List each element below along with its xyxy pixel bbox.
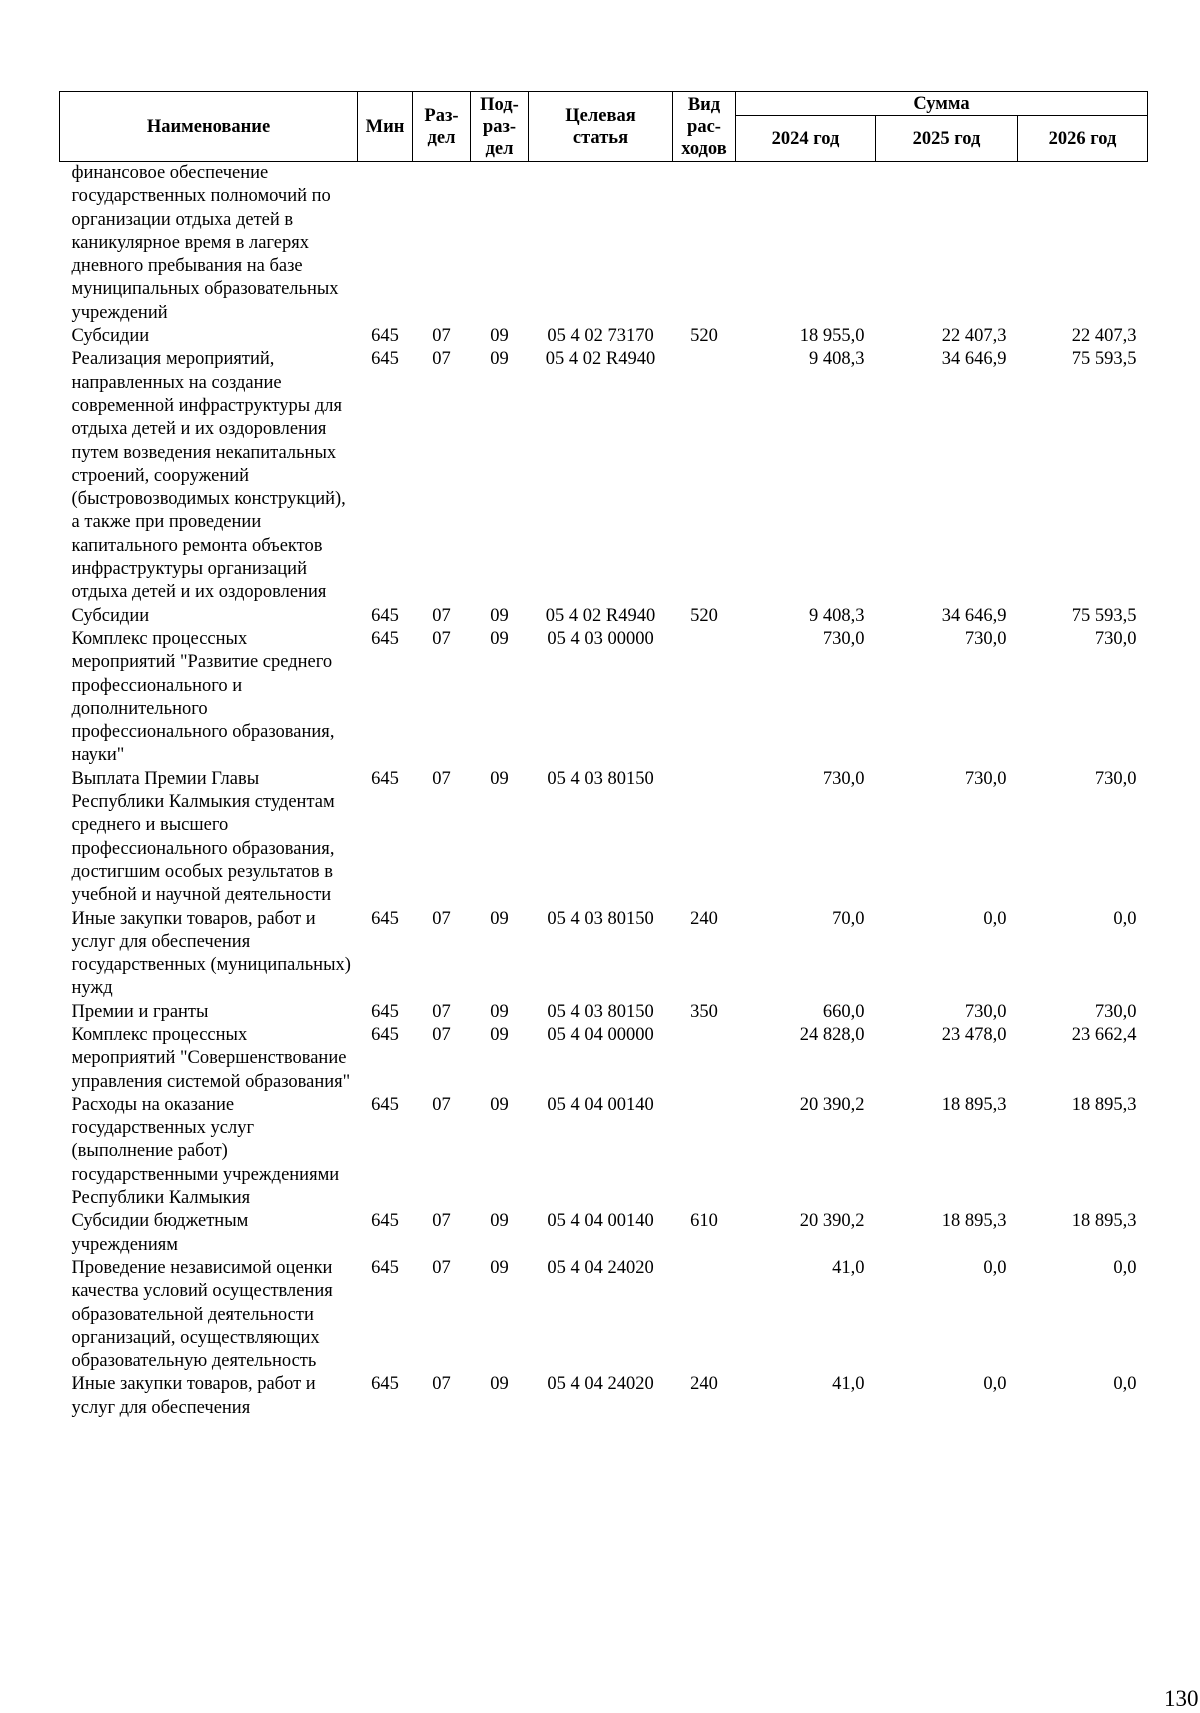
row-name: Реализация мероприятий, направленных на создание современной инфраструктуры для отдыха детей и их оздоровления путем возведения некапитальных строений, сооружений (быстровозводимых конструкций), а также при проведении капитального ремонта объектов инфраструктуры организаций отдыха детей и их оздоровления — [71, 349, 346, 603]
row-sum-2024: 41,0 — [832, 1374, 865, 1395]
row-min: 645 — [371, 1211, 399, 1232]
row-sum-2025: 730,0 — [964, 628, 1007, 649]
table-row — [60, 628, 1148, 768]
row-sum-2026: 75 593,5 — [1071, 349, 1137, 370]
row-min: 645 — [371, 349, 399, 370]
row-razdel: 07 — [432, 1024, 451, 1045]
page-number: 130 — [1164, 1686, 1199, 1711]
header-podrazdel: Под- раз- дел — [471, 92, 529, 162]
row-celevaya: 05 4 03 00000 — [547, 628, 654, 649]
row-razdel: 07 — [432, 1257, 451, 1278]
row-celevaya: 05 4 03 80150 — [547, 908, 654, 929]
row-razdel: 07 — [432, 1374, 451, 1395]
row-vid — [673, 348, 736, 604]
row-razdel: 07 — [432, 908, 451, 929]
row-sum-2024: 20 390,2 — [799, 1211, 865, 1232]
row-podrazdel: 09 — [490, 605, 509, 626]
row-sum-2026: 23 662,4 — [1071, 1024, 1137, 1045]
row-podrazdel: 09 — [490, 1257, 509, 1278]
row-celevaya: 05 4 04 24020 — [547, 1374, 654, 1395]
row-min: 645 — [371, 628, 399, 649]
row-min: 645 — [371, 1001, 399, 1022]
row-celevaya: 05 4 03 80150 — [547, 1001, 654, 1022]
table-row — [60, 348, 1148, 604]
row-sum-2024: 70,0 — [832, 908, 865, 929]
table-row — [60, 768, 1148, 908]
row-razdel: 07 — [432, 1094, 451, 1115]
row-podrazdel: 09 — [490, 1374, 509, 1395]
table-row — [60, 1001, 1148, 1024]
row-sum-2024: 730,0 — [822, 768, 865, 789]
row-vid — [673, 1024, 736, 1094]
row-celevaya: 05 4 04 24020 — [547, 1257, 654, 1278]
row-sum-2024: 20 390,2 — [799, 1094, 865, 1115]
table-row — [60, 1094, 1148, 1210]
row-min: 645 — [371, 768, 399, 789]
row-celevaya: 05 4 03 80150 — [547, 768, 654, 789]
row-razdel: 07 — [432, 605, 451, 626]
row-min: 645 — [371, 1374, 399, 1395]
table-row — [60, 605, 1148, 628]
row-podrazdel: 09 — [490, 1024, 509, 1045]
table-header — [60, 92, 1148, 162]
row-podrazdel: 09 — [490, 1211, 509, 1232]
header-min: Мин — [358, 92, 413, 162]
row-min: 645 — [371, 1024, 399, 1045]
row-sum-2026: 0,0 — [1113, 908, 1137, 929]
row-vid — [673, 628, 736, 768]
row-sum-2024: 730,0 — [822, 628, 865, 649]
row-sum-2026: 730,0 — [1094, 768, 1137, 789]
row-sum-2024: 660,0 — [822, 1001, 865, 1022]
row-name: Субсидии — [71, 326, 150, 347]
row-celevaya: 05 4 04 00140 — [547, 1094, 654, 1115]
row-sum-2026: 18 895,3 — [1071, 1211, 1137, 1232]
row-sum-2026: 22 407,3 — [1071, 326, 1137, 347]
row-vid — [673, 768, 736, 908]
row-sum-2025: 18 895,3 — [941, 1094, 1007, 1115]
table-row — [60, 1257, 1148, 1373]
document-page — [59, 91, 1199, 1711]
row-vid: 520 — [690, 326, 718, 347]
row-celevaya: 05 4 04 00000 — [547, 1024, 654, 1045]
row-sum-2025: 730,0 — [964, 768, 1007, 789]
row-vid: 350 — [690, 1001, 718, 1022]
row-sum-2025: 22 407,3 — [941, 326, 1007, 347]
row-celevaya: 05 4 02 73170 — [547, 326, 654, 347]
row-sum-2024: 9 408,3 — [809, 349, 865, 370]
table-row — [60, 908, 1148, 1001]
table-row — [60, 1024, 1148, 1094]
row-sum-2026: 75 593,5 — [1071, 605, 1137, 626]
row-celevaya: 05 4 02 R4940 — [545, 605, 656, 626]
row-sum-2025: 23 478,0 — [941, 1024, 1007, 1045]
header-year-2026: 2026 год — [1018, 116, 1148, 162]
row-min — [358, 162, 413, 326]
row-sum-2024: 24 828,0 — [799, 1024, 865, 1045]
row-sum-2024: 9 408,3 — [809, 605, 865, 626]
row-name: Иные закупки товаров, работ и услуг для обеспечения государственных (муниципальных) нужд — [71, 908, 351, 999]
row-name: Проведение независимой оценки качества условий осуществления образовательной деятельности организаций, осуществляющих образовательную деятельность — [71, 1257, 333, 1372]
row-vid — [673, 1094, 736, 1210]
header-vid: Вид рас- ходов — [673, 92, 736, 162]
row-celevaya: 05 4 02 R4940 — [545, 349, 656, 370]
header-summa: Сумма — [736, 92, 1148, 116]
row-min: 645 — [371, 908, 399, 929]
row-sum-2026 — [1018, 162, 1148, 326]
table-row — [60, 1373, 1148, 1420]
row-name: Субсидии — [71, 605, 150, 626]
row-sum-2025 — [876, 162, 1018, 326]
row-sum-2024 — [736, 162, 876, 326]
row-razdel: 07 — [432, 1211, 451, 1232]
row-sum-2026: 0,0 — [1113, 1257, 1137, 1278]
row-celevaya — [529, 162, 673, 326]
table-body — [60, 162, 1148, 1421]
budget-table — [59, 91, 1148, 1420]
row-vid — [673, 162, 736, 326]
table-row — [60, 162, 1148, 326]
row-podrazdel — [471, 162, 529, 326]
row-name: Премии и гранты — [71, 1001, 209, 1022]
row-name: Расходы на оказание государственных услуг (выполнение работ) государственными учреждениями Республики Калмыкия — [71, 1094, 340, 1209]
row-sum-2025: 34 646,9 — [941, 605, 1007, 626]
row-sum-2026: 730,0 — [1094, 1001, 1137, 1022]
row-razdel: 07 — [432, 1001, 451, 1022]
row-name: финансовое обеспечение государственных полномочий по организации отдыха детей в каникулярное время в лагерях дневного пребывания на базе муниципальных образовательных учреждений — [71, 163, 339, 323]
row-vid: 520 — [690, 605, 718, 626]
row-razdel: 07 — [432, 349, 451, 370]
row-vid: 240 — [690, 1374, 718, 1395]
row-sum-2025: 0,0 — [983, 1374, 1007, 1395]
header-year-2024: 2024 год — [736, 116, 876, 162]
row-sum-2024: 18 955,0 — [799, 326, 865, 347]
row-vid: 610 — [690, 1211, 718, 1232]
row-podrazdel: 09 — [490, 1001, 509, 1022]
row-min: 645 — [371, 1094, 399, 1115]
table-row — [60, 1210, 1148, 1257]
row-podrazdel: 09 — [490, 326, 509, 347]
row-podrazdel: 09 — [490, 908, 509, 929]
row-sum-2025: 0,0 — [983, 908, 1007, 929]
row-name: Выплата Премии Главы Республики Калмыкия студентам среднего и высшего профессионального образования, достигшим особых результатов в учебной и научной деятельности — [71, 768, 335, 906]
row-podrazdel: 09 — [490, 628, 509, 649]
row-razdel: 07 — [432, 768, 451, 789]
header-celevaya: Целевая статья — [529, 92, 673, 162]
row-name: Иные закупки товаров, работ и услуг для обеспечения — [71, 1374, 316, 1418]
row-podrazdel: 09 — [490, 1094, 509, 1115]
header-year-2025: 2025 год — [876, 116, 1018, 162]
row-min: 645 — [371, 605, 399, 626]
row-sum-2026: 730,0 — [1094, 628, 1137, 649]
row-razdel: 07 — [432, 326, 451, 347]
row-name: Комплекс процессных мероприятий "Развитие среднего профессионального и дополнительного профессионального образования, науки" — [71, 628, 335, 766]
row-name: Комплекс процессных мероприятий "Совершенствование управления системой образования" — [71, 1024, 351, 1092]
row-podrazdel: 09 — [490, 349, 509, 370]
row-vid: 240 — [690, 908, 718, 929]
row-razdel — [413, 162, 471, 326]
header-name: Наименование — [60, 92, 358, 162]
row-sum-2026: 18 895,3 — [1071, 1094, 1137, 1115]
row-vid — [673, 1257, 736, 1373]
row-sum-2026: 0,0 — [1113, 1374, 1137, 1395]
row-min: 645 — [371, 1257, 399, 1278]
row-podrazdel: 09 — [490, 768, 509, 789]
header-razdel: Раз- дел — [413, 92, 471, 162]
row-sum-2025: 34 646,9 — [941, 349, 1007, 370]
row-sum-2024: 41,0 — [832, 1257, 865, 1278]
row-min: 645 — [371, 326, 399, 347]
row-razdel: 07 — [432, 628, 451, 649]
table-row — [60, 325, 1148, 348]
row-sum-2025: 730,0 — [964, 1001, 1007, 1022]
row-name: Субсидии бюджетным учреждениям — [71, 1211, 249, 1255]
row-celevaya: 05 4 04 00140 — [547, 1211, 654, 1232]
row-sum-2025: 0,0 — [983, 1257, 1007, 1278]
row-sum-2025: 18 895,3 — [941, 1211, 1007, 1232]
